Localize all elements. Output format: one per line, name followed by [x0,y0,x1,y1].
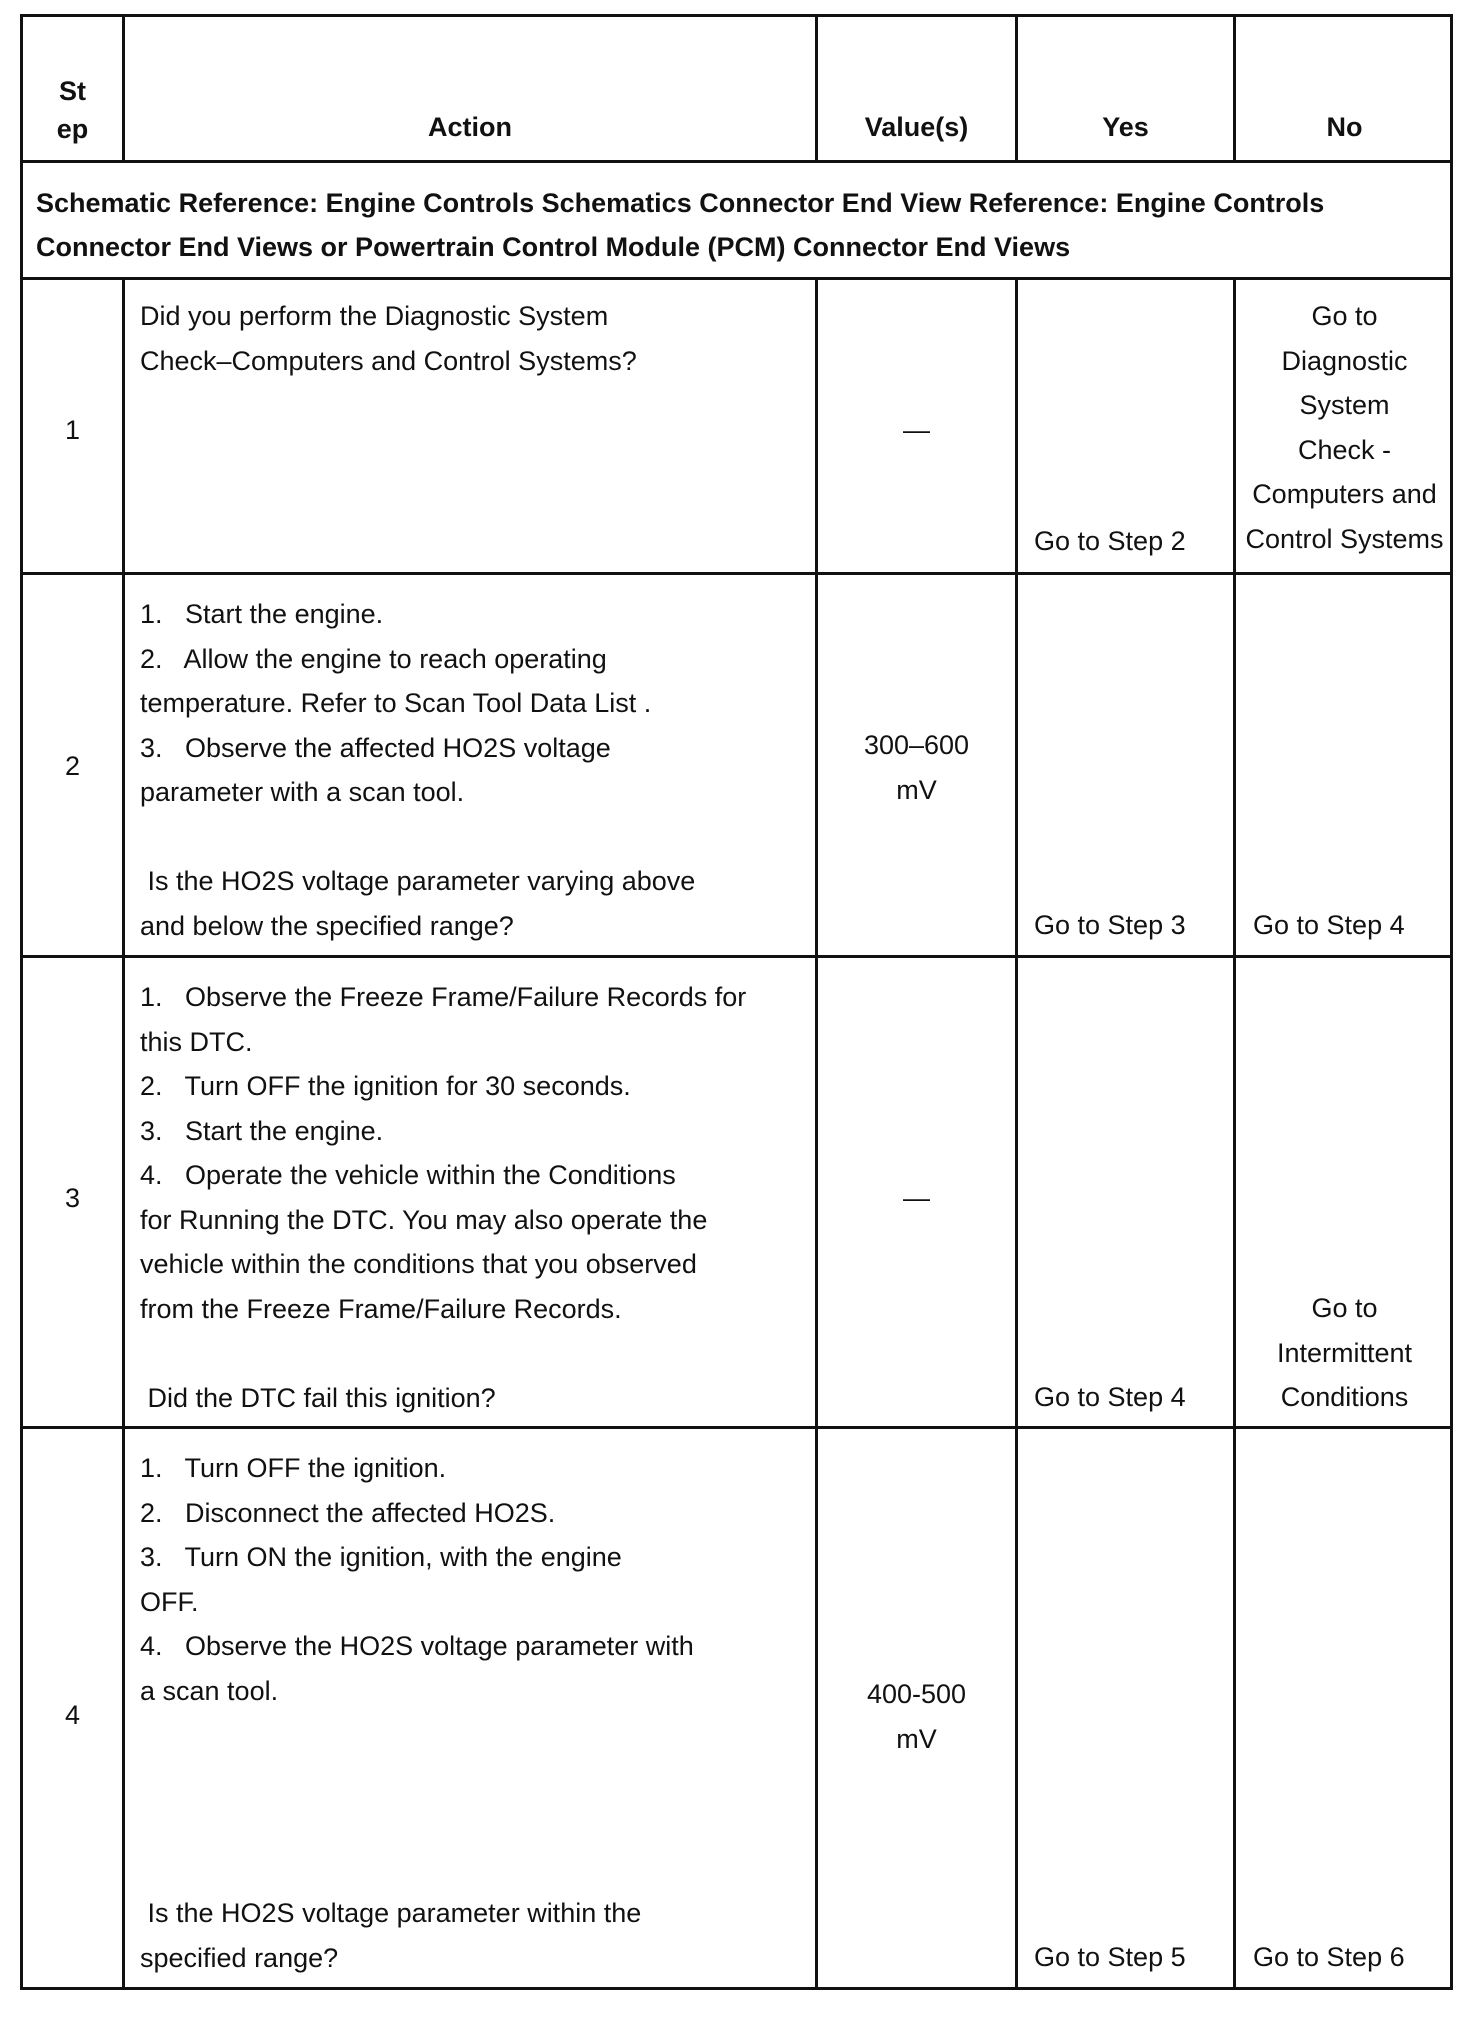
col-divider [122,280,125,1990]
action-text [140,592,810,948]
action-line: 3. Turn ON the ignition, with the engine [140,1542,622,1572]
action-line: Check–Computers and Control Systems? [140,345,637,376]
question-line: Is the HO2S voltage parameter varying above [140,866,696,896]
schematic-line: Schematic Reference: Engine Controls Schematics Connector End View Reference: Engine Controls [36,188,1325,218]
no-line: Control Systems [1245,523,1444,554]
action-line: 4. Operate the vehicle within the Conditions [140,1160,676,1190]
step-number: 2 [64,751,81,781]
question-line: specified range? [140,1942,339,1973]
action-line: 3. Start the engine. [140,1115,384,1146]
spacer [140,815,810,860]
value-text [818,1672,1015,1761]
action-line: 2. Allow the engine to reach operating [140,643,607,674]
action-line: 3. Observe the affected HO2S voltage [140,732,611,763]
no-line: Go to Step 6 [1253,1942,1405,1972]
no-line: Intermittent [1276,1337,1413,1368]
no-line: Go to [1311,301,1378,331]
step-number: 1 [64,415,81,445]
value-line: mV [896,1723,937,1754]
row-divider [23,160,1453,163]
step-number: 4 [64,1700,81,1730]
diagnostic-table [20,14,1453,1990]
value-line: 300–600 [863,730,970,760]
no-line: Go to Step 4 [1253,910,1405,940]
action-line: this DTC. [140,1026,253,1057]
no-line: Check - [1297,434,1392,465]
no-line: Computers and [1252,479,1437,509]
question-line: Is the HO2S voltage parameter within the [140,1898,642,1928]
value-line: mV [896,774,937,805]
step-number: 3 [64,1183,81,1213]
value-text [818,723,1015,812]
yes-link[interactable]: Go to Step 5 [1034,1942,1186,1972]
action-line: a scan tool. [140,1675,279,1706]
action-line: temperature. Refer to Scan Tool Data List . [140,688,652,718]
action-text [140,294,810,383]
action-line: 1. Turn OFF the ignition. [140,1453,447,1483]
yes-link[interactable]: Go to Step 2 [1034,526,1186,556]
yes-link[interactable]: Go to Step 4 [1034,1382,1186,1412]
action-line: 1. Observe the Freeze Frame/Failure Records for [140,982,747,1012]
no-link[interactable] [1236,1286,1453,1420]
yes-link[interactable]: Go to Step 3 [1034,910,1186,940]
question-line: and below the specified range? [140,910,514,941]
header-step-line: ep [56,114,89,144]
action-text [140,1446,810,1713]
no-line: System [1299,390,1390,420]
col-divider [1015,280,1018,1990]
header-yes: Yes [1102,112,1149,142]
action-line: 2. Disconnect the affected HO2S. [140,1497,556,1528]
action-line: 1. Start the engine. [140,599,384,629]
action-line: parameter with a scan tool. [140,777,465,807]
action-line: 4. Observe the HO2S voltage parameter with [140,1631,694,1661]
row-divider [23,1426,1453,1429]
action-line: for Running the DTC. You may also operate the [140,1204,708,1235]
header-values: Value(s) [864,112,969,142]
question-text [140,1891,810,1980]
no-line: Diagnostic [1281,345,1408,376]
header-no: No [1326,112,1363,142]
no-line: Go to [1311,1293,1378,1323]
schematic-reference [36,181,1446,269]
action-text [140,975,810,1420]
no-link[interactable] [1253,903,1453,948]
value-line: 400-500 [866,1679,967,1709]
action-line: vehicle within the conditions that you observed [140,1249,697,1279]
no-line: Conditions [1280,1382,1409,1412]
row-divider [23,955,1453,958]
header-step [23,72,122,148]
header-step-line: St [59,76,86,106]
schematic-line: Connector End Views or Powertrain Control Module (PCM) Connector End Views [36,232,1071,262]
row-divider [23,277,1453,280]
no-link[interactable] [1253,1935,1453,1980]
action-line: 2. Turn OFF the ignition for 30 seconds. [140,1071,631,1101]
value-text: — [903,1183,930,1213]
header-action: Action [428,112,512,142]
question-line: Did the DTC fail this ignition? [140,1382,496,1413]
row-divider [23,572,1453,575]
action-line: Did you perform the Diagnostic System [140,301,609,331]
value-text: — [903,415,930,445]
spacer [140,1331,810,1376]
no-link[interactable] [1236,294,1453,561]
action-line: from the Freeze Frame/Failure Records. [140,1293,622,1324]
action-line: OFF. [140,1586,199,1617]
